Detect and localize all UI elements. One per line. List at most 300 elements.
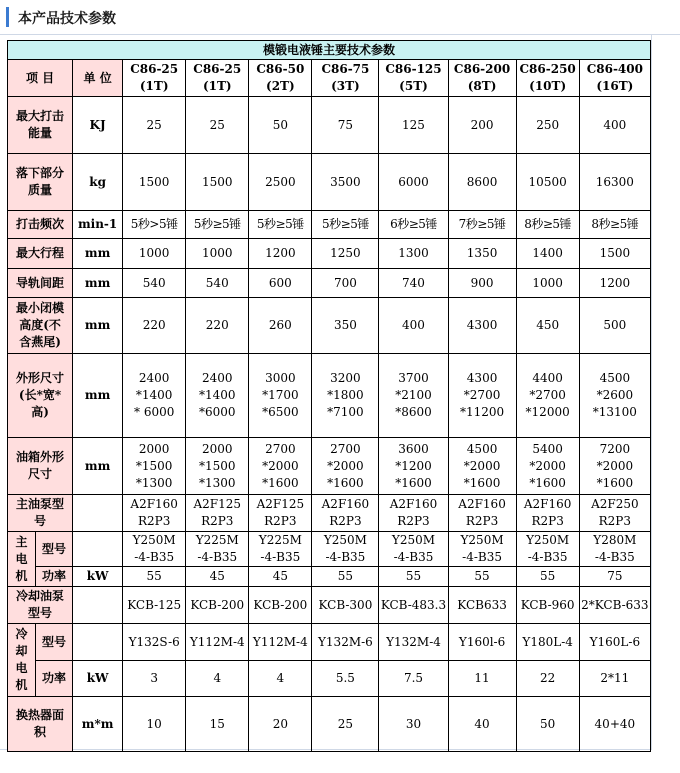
value-cell-line: *11200 [459,405,505,419]
value-cell: 1250 [312,239,379,269]
value-cell: 400 [579,97,650,154]
row-label-coolpump-line: 冷却油泵 [16,589,65,603]
table-row [8,97,651,154]
value-cell [186,495,249,532]
value-cell-line: 4500 [466,441,498,456]
value-cell [516,532,579,567]
value-cell-line: *2000 [463,458,501,473]
value-cell [448,495,516,532]
model-header-line: (10T) [529,79,567,93]
value-cell-line: 3000 [265,371,296,385]
value-cell-line: -4-B35 [462,550,502,564]
value-cell: 1350 [448,239,516,269]
value-cell-line: R2P3 [264,514,297,528]
row-label-closed-line: 含燕尾) [19,335,61,349]
value-cell: KCB633 [448,587,516,624]
table-row [8,269,651,298]
value-cell [312,532,379,567]
row-unit: kW [73,661,123,697]
value-cell-line: *1600 [262,475,299,490]
value-cell-line: -4-B35 [197,550,238,564]
value-cell: 220 [123,298,186,354]
value-cell: Y132S-6 [123,624,186,661]
table-row [8,587,651,624]
value-cell [448,354,516,438]
value-cell-line: 7200 [599,441,631,456]
row-unit-coolpump [73,587,123,624]
row-label-stroke-line: 最大行程 [16,246,65,260]
value-cell-line: *2000 [327,458,364,473]
table-row [8,661,651,697]
row-label-mass-line: 质量 [28,183,53,197]
value-cell: 8秒≥5锤 [516,211,579,239]
value-cell-line: 3700 [398,371,429,385]
value-cell-line: A2F160 [130,497,178,511]
value-cell [312,495,379,532]
value-cell: 8秒≥5锤 [579,211,650,239]
value-cell: Y132M-6 [312,624,379,661]
value-cell-line: *1400 [198,388,236,402]
value-cell: 1300 [379,239,448,269]
value-cell [516,354,579,438]
value-cell-line: 3600 [398,441,429,456]
value-cell: KCB-125 [123,587,186,624]
value-cell: 1500 [186,154,249,211]
value-cell: 4 [249,661,312,697]
value-cell: 2*KCB-633 [579,587,650,624]
model-header [249,60,312,97]
value-cell-line: *6500 [262,405,299,419]
value-cell: KCB-300 [312,587,379,624]
model-header-line: C86-25 [193,62,242,76]
value-cell: Y160L-6 [579,624,650,661]
table-row [8,298,651,354]
table-row [8,60,651,97]
value-cell: 260 [249,298,312,354]
table-row [8,354,651,438]
value-cell: 1000 [123,239,186,269]
value-cell-line: R2P3 [137,514,171,528]
value-cell-line: *1300 [198,475,236,490]
value-cell: Y180L-4 [516,624,579,661]
value-cell [579,438,650,495]
row-label-energy-line: 能量 [28,126,53,140]
row-label-freq-line: 打击频次 [16,217,65,231]
value-cell: Y112M-4 [186,624,249,661]
value-cell [379,354,448,438]
value-cell-line: *1500 [135,458,173,473]
value-cell-line: 2400 [138,371,170,385]
table-row [8,239,651,269]
value-cell [379,495,448,532]
value-cell: 1200 [579,269,650,298]
value-cell-line: R2P3 [201,514,234,528]
value-cell [249,495,312,532]
row-label-mass-line: 落下部分 [16,166,65,180]
value-cell: KCB-200 [186,587,249,624]
value-cell [448,532,516,567]
value-cell: 450 [516,298,579,354]
row-unit [73,624,123,661]
value-cell: KCB-483.3 [379,587,448,624]
row-unit [73,532,123,567]
value-cell: 20 [249,697,312,752]
value-cell-line: *1600 [395,475,432,490]
row-unit-stroke: mm [73,239,123,269]
value-cell: 3500 [312,154,379,211]
value-cell-line: *1700 [262,388,299,402]
value-cell-line: *2000 [529,458,566,473]
value-cell-line: *2700 [529,388,566,402]
value-cell-line: A2F160 [458,497,506,511]
value-cell [516,495,579,532]
model-header-line: C86-50 [256,62,305,76]
value-cell-line: R2P3 [598,514,632,528]
value-cell [516,438,579,495]
value-cell: 8600 [448,154,516,211]
value-cell-line: -4-B35 [527,550,568,564]
value-cell: 10 [123,697,186,752]
value-cell-line: 3200 [330,371,361,385]
value-cell: 25 [123,97,186,154]
value-cell: 250 [516,97,579,154]
value-cell-line: Y280M [593,533,637,547]
value-cell-line: *7100 [327,405,364,419]
value-cell-line: R2P3 [531,514,564,528]
value-cell [123,354,186,438]
row-label-tank-line: 油箱外形 [16,450,65,464]
value-cell-line: *1600 [596,475,634,490]
group-label-motor-line: 电 [15,551,28,566]
value-cell-line: 4500 [599,371,631,385]
value-cell: 540 [123,269,186,298]
value-cell-line: 2000 [138,441,170,456]
value-cell-line: *1200 [395,458,432,473]
value-cell: 5秒>5锤 [123,211,186,239]
value-cell-line: 4300 [466,371,498,385]
value-cell: 15 [186,697,249,752]
row-label-dims-line: (长*宽* [18,388,62,402]
header-accent-bar [6,7,9,27]
row-label-exchanger [8,697,73,752]
value-cell-line: A2F125 [193,497,242,511]
row-label-dims [8,354,73,438]
value-cell: 75 [312,97,379,154]
value-cell [249,354,312,438]
model-header-line: (5T) [399,79,428,93]
value-cell: 22 [516,661,579,697]
value-cell: 7.5 [379,661,448,697]
model-header [312,60,379,97]
model-header [379,60,448,97]
row-unit-pump [73,495,123,532]
table-row [8,532,651,567]
value-cell-line: *12000 [525,405,570,419]
value-cell [249,438,312,495]
group-label-motor [8,532,36,587]
value-cell-line: R2P3 [397,514,430,528]
value-cell: 5.5 [312,661,379,697]
model-header-line: C86-200 [453,62,511,76]
group-label-motor-line: 主 [15,534,28,549]
value-cell-line: *1300 [135,475,173,490]
model-header [186,60,249,97]
value-cell-line: *6000 [198,405,236,419]
value-cell: 2*11 [579,661,650,697]
row-unit-energy: KJ [73,97,123,154]
value-cell: 55 [516,567,579,587]
row-label-rail-line: 导轨间距 [16,275,65,290]
value-cell-line: R2P3 [329,514,362,528]
row-label-exchanger-line: 积 [34,725,47,739]
row-unit-mass: kg [73,154,123,211]
value-cell: 220 [186,298,249,354]
value-cell: 125 [379,97,448,154]
row-label-dims-line: 高) [31,405,49,419]
model-header-line: (3T) [331,79,360,93]
value-cell: Y132M-4 [379,624,448,661]
group-label-coolmotor [8,624,36,697]
value-cell-line: -4-B35 [325,550,366,564]
section-title: 本产品技术参数 [18,11,116,27]
value-cell-line: A2F160 [523,497,572,511]
value-cell: 500 [579,298,650,354]
row-label-rail [8,269,73,298]
group-label-coolmotor-line: 却 [15,644,28,658]
header-item: 项 目 [8,60,73,97]
row-label-pump [8,495,73,532]
value-cell [579,532,650,567]
value-cell-line: 5400 [532,441,563,456]
row-label-stroke [8,239,73,269]
value-cell: 4 [186,661,249,697]
value-cell: 1000 [516,269,579,298]
value-cell-line: *1600 [529,475,566,490]
value-cell: 55 [379,567,448,587]
value-cell: 55 [448,567,516,587]
row-label-coolpump [8,587,73,624]
value-cell-line: *2600 [596,388,634,402]
row-label-dims-line: 外形尺寸 [16,371,65,385]
value-cell-line: *1400 [135,388,173,402]
value-cell-line: A2F160 [321,497,370,511]
value-cell: 6000 [379,154,448,211]
group-label-coolmotor-line: 机 [15,678,28,692]
value-cell: 4300 [448,298,516,354]
row-label-pump-line: 主油泵型 [16,497,65,511]
value-cell-line: -4-B35 [134,550,175,564]
value-cell-line: *2700 [463,388,501,402]
value-cell-line: *8600 [395,405,432,419]
value-cell: Y112M-4 [249,624,312,661]
value-cell-line: R2P3 [465,514,499,528]
value-cell-line: Y250M [391,533,436,547]
value-cell [579,495,650,532]
value-cell-line: -4-B35 [393,550,434,564]
model-header-line: (8T) [467,79,497,93]
value-cell-line: Y225M [195,533,239,547]
model-header-line: C86-75 [321,62,370,76]
model-header [516,60,579,97]
value-cell [186,438,249,495]
group-label-coolmotor-line: 冷 [15,627,28,641]
row-label-energy-line: 最大打击 [16,109,65,123]
sub-label-power: 功率 [36,567,73,587]
value-cell-line: Y250M [460,533,504,547]
value-cell: 700 [312,269,379,298]
value-cell-line: 2700 [330,441,361,456]
value-cell [312,438,379,495]
value-cell: 5秒≥5锤 [312,211,379,239]
value-cell-line: 2700 [265,441,296,456]
table-row [8,495,651,532]
value-cell: 75 [579,567,650,587]
value-cell: KCB-960 [516,587,579,624]
value-cell [123,495,186,532]
model-header-line: (2T) [266,79,295,93]
model-header [448,60,516,97]
value-cell-line: 4400 [532,371,563,385]
row-unit-rail: mm [73,269,123,298]
model-header-line: C86-400 [586,62,643,76]
model-header-line: C86-250 [519,62,576,76]
value-cell [448,438,516,495]
table-row [8,41,651,60]
model-header [123,60,186,97]
value-cell: Y160l-6 [448,624,516,661]
value-cell-line: Y225M [258,533,302,547]
value-cell-line: A2F160 [389,497,438,511]
value-cell-line: Y250M [323,533,367,547]
model-header-line: C86-25 [130,62,179,76]
row-label-energy [8,97,73,154]
value-cell: 540 [186,269,249,298]
value-cell [123,532,186,567]
table-row [8,211,651,239]
value-cell [379,438,448,495]
table-row [8,438,651,495]
value-cell-line: *2100 [395,388,432,402]
group-label-motor-line: 机 [15,568,28,583]
header-unit: 单 位 [73,60,123,97]
value-cell: 200 [448,97,516,154]
row-unit-exchanger: m*m [73,697,123,752]
row-label-mass [8,154,73,211]
value-cell: 2500 [249,154,312,211]
value-cell-line: A2F125 [256,497,305,511]
value-cell: 40 [448,697,516,752]
row-label-pump-line: 号 [34,514,47,528]
row-unit-freq: min-1 [73,211,123,239]
value-cell: 740 [379,269,448,298]
value-cell: 1200 [249,239,312,269]
value-cell-line: *1500 [198,458,236,473]
row-label-closed [8,298,73,354]
section-header [0,0,680,35]
value-cell: 16300 [579,154,650,211]
row-unit-dims: mm [73,354,123,438]
value-cell: 1000 [186,239,249,269]
row-unit-closed: mm [73,298,123,354]
value-cell-line: *1600 [463,475,501,490]
value-cell-line: *1600 [327,475,364,490]
table-row [8,154,651,211]
row-label-tank [8,438,73,495]
spec-table [7,40,651,752]
value-cell: 25 [312,697,379,752]
value-cell [186,532,249,567]
row-label-closed-line: 高度(不 [19,318,61,332]
value-cell [579,354,650,438]
table-row [8,567,651,587]
value-cell [249,532,312,567]
value-cell: 6秒≥5锤 [379,211,448,239]
group-label-coolmotor-line: 电 [15,661,28,675]
table-row [8,697,651,752]
value-cell: 25 [186,97,249,154]
value-cell: 55 [312,567,379,587]
value-cell [379,532,448,567]
value-cell [312,354,379,438]
value-cell [186,354,249,438]
row-label-tank-line: 尺寸 [28,467,53,481]
value-cell-line: *13100 [592,405,637,419]
value-cell-line: -4-B35 [260,550,301,564]
value-cell: 11 [448,661,516,697]
value-cell-line: * 6000 [134,405,175,419]
value-cell: 1500 [579,239,650,269]
value-cell [123,438,186,495]
value-cell: 10500 [516,154,579,211]
model-header-line: (1T) [139,79,169,93]
value-cell: 5秒≥5锤 [249,211,312,239]
row-label-coolpump-line: 型号 [28,606,53,620]
sub-label-model: 型号 [36,624,73,661]
value-cell: 350 [312,298,379,354]
table-title: 模锻电液锤主要技术参数 [8,41,651,60]
value-cell-line: Y250M [132,533,176,547]
value-cell: 50 [516,697,579,752]
value-cell: 45 [186,567,249,587]
value-cell: 30 [379,697,448,752]
value-cell: 40+40 [579,697,650,752]
value-cell-line: -4-B35 [594,550,635,564]
row-label-freq [8,211,73,239]
value-cell: 600 [249,269,312,298]
value-cell-line: Y250M [526,533,570,547]
model-header-line: (16T) [596,79,634,93]
row-unit-tank: mm [73,438,123,495]
value-cell-line: *1800 [327,388,364,402]
row-label-exchanger-line: 换热器面 [16,708,65,722]
sub-label-power: 功率 [36,661,73,697]
value-cell-line: *2000 [262,458,299,473]
value-cell: 5秒≥5锤 [186,211,249,239]
value-cell: 3 [123,661,186,697]
model-header-line: C86-125 [385,62,442,76]
value-cell-line: *2000 [596,458,634,473]
value-cell: 7秒≥5锤 [448,211,516,239]
value-cell-line: 2000 [201,441,233,456]
value-cell: 400 [379,298,448,354]
value-cell-line: A2F250 [591,497,639,511]
sub-label-model: 型号 [36,532,73,567]
value-cell: 900 [448,269,516,298]
value-cell: 50 [249,97,312,154]
model-header [579,60,650,97]
table-row [8,624,651,661]
model-header-line: (1T) [202,79,232,93]
